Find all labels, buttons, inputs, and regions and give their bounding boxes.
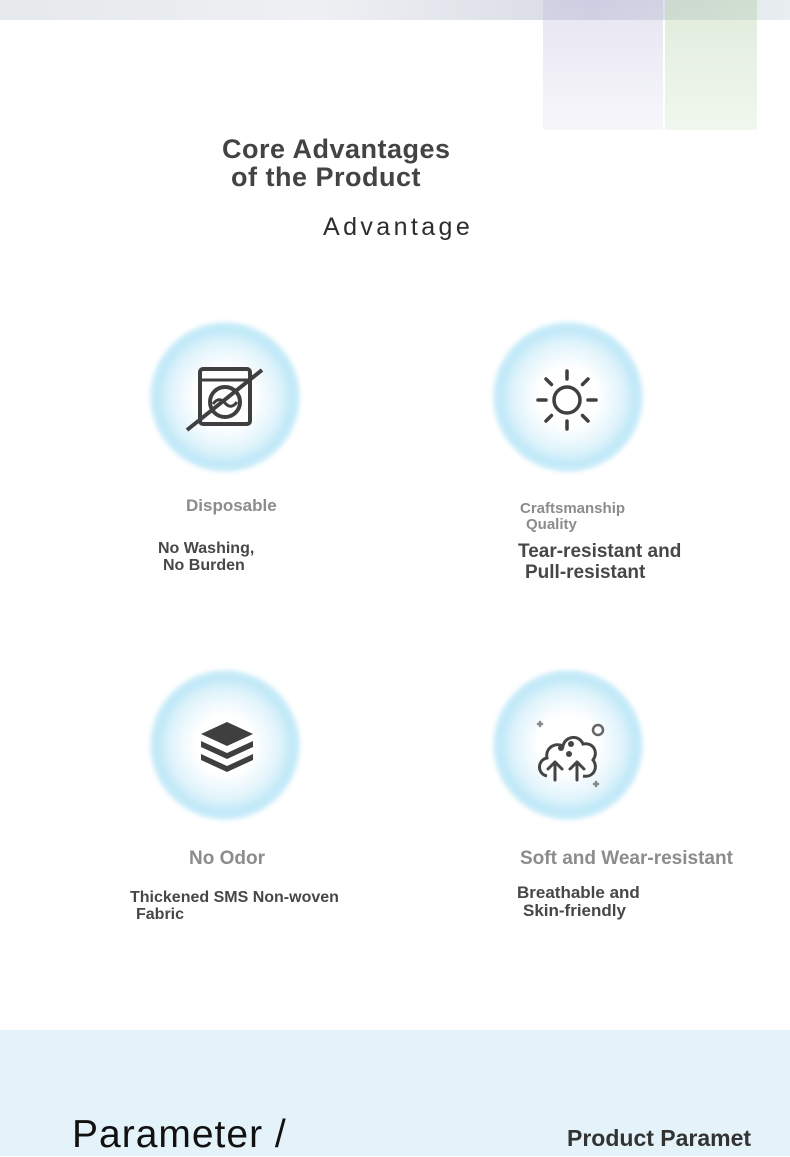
advantage-title: Soft and Wear-resistant	[520, 848, 733, 869]
advantage-title-line: Craftsmanship	[520, 500, 626, 517]
section-subtitle: Advantage	[323, 213, 474, 241]
advantage-title-line: Quality	[526, 516, 577, 533]
advantage-description-line: Breathable and	[517, 883, 640, 902]
product-package-image	[543, 0, 663, 130]
advantage-description-line: Pull-resistant	[525, 562, 646, 583]
advantage-description	[517, 884, 640, 920]
advantage-description	[130, 889, 339, 923]
advantage-title	[520, 501, 625, 533]
section-title-line: of the Product	[231, 162, 421, 192]
advantage-title: No Odor	[189, 848, 265, 869]
advantage-title: Disposable	[186, 496, 277, 515]
layers-icon	[199, 720, 255, 776]
product-package-image	[665, 0, 757, 130]
no-washing-machine-icon	[185, 366, 265, 434]
cotton-breathable-icon	[533, 718, 609, 792]
section-title	[222, 135, 451, 191]
product-parameter-heading: Product Paramet	[567, 1125, 752, 1151]
advantage-description-line: Fabric	[136, 906, 185, 923]
advantage-description	[158, 540, 254, 574]
advantage-description-line: No Washing,	[158, 540, 255, 557]
section-title-line: Core Advantages	[222, 134, 451, 164]
advantage-description-line: Skin-friendly	[523, 901, 626, 920]
advantage-description	[518, 541, 681, 583]
advantage-description-line: Thickened SMS Non-woven	[130, 889, 339, 906]
advantage-description-line: No Burden	[163, 557, 245, 574]
advantage-description-line: Tear-resistant and	[518, 541, 682, 562]
parameter-heading: Parameter /	[72, 1113, 287, 1156]
sun-icon	[535, 368, 599, 432]
